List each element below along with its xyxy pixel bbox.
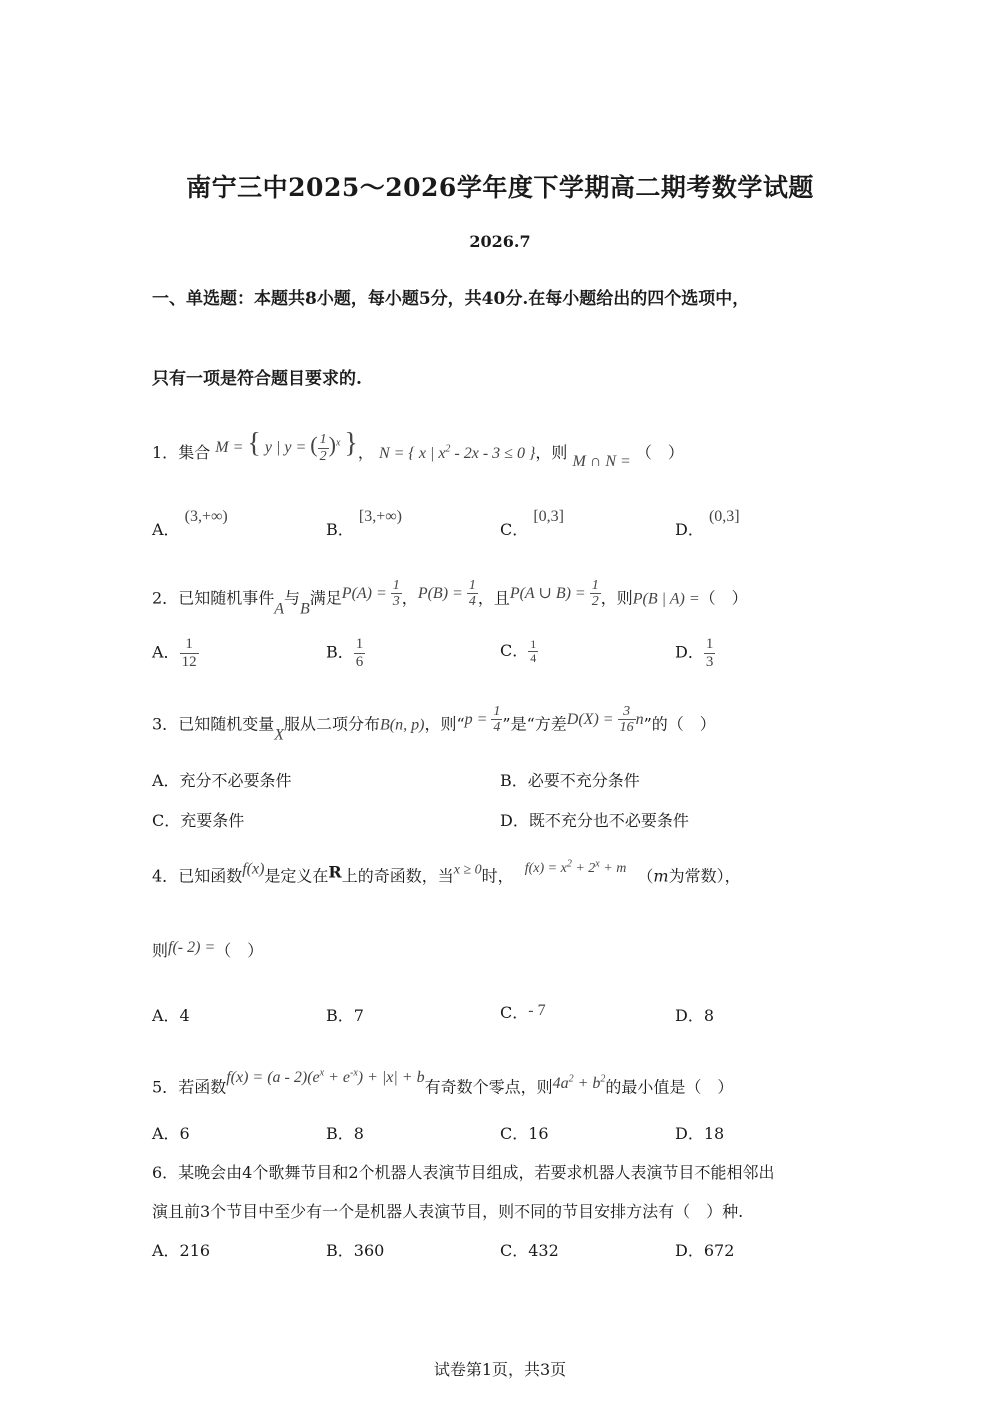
section-heading-line2: 只有一项是符合题目要求的.: [152, 369, 362, 389]
exam-title: 南宁三中2025～2026学年度下学期高二期考数学试题: [186, 173, 814, 202]
question-2: 2．已知随机事件A与B满足P(A) = $\frac{1}{3}$ ，P(B) = $\frac{1}{4}$ ，且P(A ∪ B) = $\frac{1}{2}$ ，则P(B | A) =（ ）: [152, 578, 748, 618]
q1-option-c: C． [0,3]: [500, 508, 564, 539]
q5-option-c: C．16: [500, 1124, 549, 1143]
q6-option-a: A．216: [152, 1241, 211, 1260]
variance-formula: D(X) = $\frac{3}{16}$ n: [566, 704, 644, 736]
question-6-line2: 演且前3个节目中至少有一个是机器人表演节目，则不同的节目安排方法有（ ）种.: [152, 1202, 744, 1221]
page-footer: 试卷第1页，共3页: [433, 1360, 567, 1379]
exam-date: 2026.7: [469, 232, 531, 251]
q3-option-b: B．必要不充分条件: [500, 771, 640, 790]
q4-option-b: B．7: [326, 1006, 364, 1025]
question-4-line2: 则f(- 2) =（ ）: [152, 939, 264, 960]
f-minus-2-formula: f(- 2) =: [168, 939, 216, 956]
conditional-prob-formula: P(B | A) =: [632, 590, 700, 608]
q2-option-c: C． $\frac{1}{4}$: [500, 637, 537, 666]
min-expression-formula: $4a^2 + b^2$: [552, 1074, 606, 1093]
q4-option-a: A．4: [152, 1006, 190, 1025]
question-1: 1．集合 M = { y | y = ( $\frac{1}{2}$ )$^x$ }， N = { x | $x^2 - 2x - 3 \le 0$ }，则 M ∩ N = （ ）: [152, 428, 684, 470]
section-heading-line1: 一、单选题：本题共8小题，每小题5分，共40分.在每小题给出的四个选项中，: [152, 289, 750, 309]
q2-option-d: D． $\frac{1}{3}$: [675, 636, 714, 670]
q6-option-c: C．432: [500, 1241, 559, 1260]
function-g-formula: $f(x) = (a - 2)(e^x + e^{-x}) + |x| + b$: [226, 1068, 425, 1087]
q3-option-d: D．既不充分也不必要条件: [500, 811, 689, 830]
function-def-formula: $f(x) = x^2 + 2^x + m$: [524, 858, 627, 876]
p-value-formula: p = $\frac{1}{4}$: [464, 704, 501, 736]
binomial-formula: B(n, p): [380, 716, 425, 734]
q5-option-b: B．8: [326, 1124, 364, 1143]
q3-option-c: C．充要条件: [152, 811, 245, 830]
set-n-formula: N = { x | $x^2 - 2x - 3 \le 0$ }: [378, 443, 536, 462]
q6-option-d: D．672: [675, 1241, 735, 1260]
q3-option-a: A．充分不必要条件: [152, 771, 292, 790]
prob-b-formula: P(B) = $\frac{1}{4}$: [417, 578, 476, 610]
set-m-formula: M = { y | y = ( $\frac{1}{2}$ )$^x$ }: [215, 428, 358, 464]
q6-option-b: B．360: [326, 1241, 385, 1260]
question-6-line1: 6．某晚会由4个歌舞节目和2个机器人表演节目组成，若要求机器人表演节目不能相邻出: [152, 1163, 775, 1182]
q1-option-a: A． (3,+∞): [152, 508, 228, 539]
q5-option-d: D．18: [675, 1124, 725, 1143]
function-f-formula: f(x): [242, 860, 265, 878]
q5-option-a: A．6: [152, 1124, 190, 1143]
question-3: 3．已知随机变量X服从二项分布B(n, p)，则“p = $\frac{1}{4}$ ”是“方差D(X) = $\frac{3}{16}$ n”的（ ）: [152, 704, 716, 744]
q1-option-d: D． (0,3]: [675, 508, 740, 539]
question-4: 4．已知函数f(x)是定义在R上的奇函数，当x ≥ 0时， $f(x) = x^2 + 2^x + m$ （m为常数），: [152, 858, 741, 886]
intersection-formula: M ∩ N =: [572, 453, 631, 470]
q1-option-b: B． [3,+∞): [326, 508, 402, 539]
q2-option-b: B． $\frac{1}{6}$: [326, 636, 364, 670]
q4-option-c: C．- 7: [500, 1002, 546, 1022]
q4-option-d: D．8: [675, 1006, 715, 1025]
q2-option-a: A． $\frac{1}{12}$: [152, 636, 197, 670]
prob-a-formula: P(A) = $\frac{1}{3}$: [341, 578, 400, 610]
prob-union-formula: P(A ∪ B) = $\frac{1}{2}$: [509, 578, 599, 610]
question-5: 5．若函数$f(x) = (a - 2)(e^x + e^{-x}) + |x| + b$有奇数个零点，则$4a^2 + b^2$的最小值是（ ）: [152, 1068, 734, 1097]
